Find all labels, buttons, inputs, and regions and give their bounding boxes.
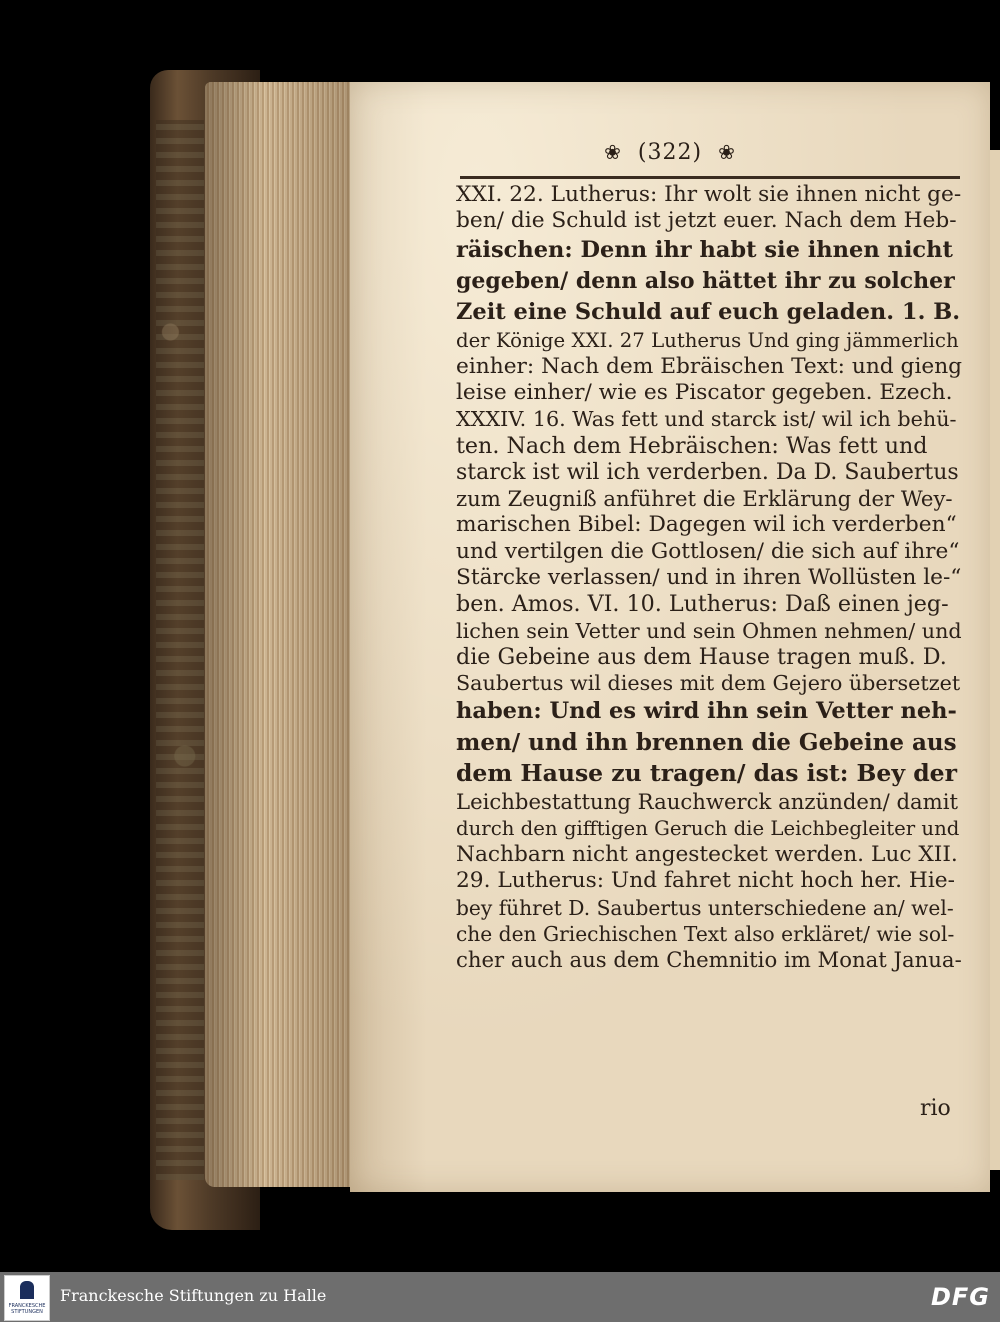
text-line: räischen: Denn ihr habt sie ihnen nicht (456, 236, 953, 263)
text-line: cher auch aus dem Chemnitio im Monat Janua- (456, 947, 962, 973)
book-page (350, 82, 990, 1192)
text-line: dem Hause zu tragen/ das ist: Bey der (456, 759, 957, 788)
body-text (456, 182, 962, 974)
text-line: Stärcke verlassen/ und in ihren Wollüsten le-“ (456, 564, 962, 590)
dfg-logo[interactable]: DFG (930, 1283, 990, 1311)
header-rule (460, 176, 960, 179)
text-line: Leichbestattung Rauchwerck anzünden/ damit (456, 789, 959, 815)
page-block-shade (205, 82, 355, 1187)
text-line: Nachbarn nicht angestecket werden. Luc XII. (456, 842, 958, 868)
text-line: 29. Lutherus: Und fahret nicht hoch her. Hie- (456, 868, 955, 894)
text-line: che den Griechischen Text also erkläret/ wie sol- (456, 921, 955, 946)
text-line: und vertilgen die Gottlosen/ die sich auf ihre“ (456, 538, 960, 564)
text-line: durch den gifftigen Geruch die Leichbegleiter und (456, 816, 960, 840)
page-header (350, 140, 990, 165)
text-line: XXI. 22. Lutherus: Ihr wolt sie ihnen nicht ge- (456, 182, 962, 207)
text-line: men/ und ihn brennen die Gebeine aus (456, 729, 957, 757)
page-number: (322) (637, 140, 703, 165)
text-line: zum Zeugniß anführet die Erklärung der Wey- (456, 486, 953, 512)
text-line: lichen sein Vetter und sein Ohmen nehmen/ und (456, 618, 962, 643)
text-line: Saubertus wil dieses mit dem Gejero übersetzet (456, 671, 961, 696)
text-line: gegeben/ denn also hättet ihr zu solcher (456, 267, 955, 294)
footer-bar (0, 1272, 1000, 1322)
text-line: Zeit eine Schuld auf euch geladen. 1. B. (456, 298, 961, 325)
text-line: ten. Nach dem Hebräischen: Was fett und (456, 432, 928, 459)
text-line: bey führet D. Saubertus unterschiedene an/ wel- (456, 895, 954, 920)
text-line: einher: Nach dem Ebräischen Text: und gieng (456, 353, 962, 379)
text-line: der Könige XXI. 27 Lutherus Und ging jämmerlich (456, 328, 959, 352)
logo-text: FRANCKESCHE STIFTUNGEN (8, 1303, 46, 1315)
building-icon (20, 1281, 34, 1299)
institution-name[interactable]: Franckesche Stiftungen zu Halle (60, 1286, 327, 1305)
text-line: leise einher/ wie es Piscator gegeben. Ezech. (456, 380, 953, 406)
ornament-left-icon: ❀ (604, 140, 622, 164)
franckesche-logo[interactable] (4, 1275, 50, 1321)
text-line: XXXIV. 16. Was fett und starck ist/ wil ich behü- (456, 407, 957, 432)
text-line: starck ist wil ich verderben. Da D. Saubertus (456, 460, 959, 486)
catchword: rio (920, 1096, 951, 1121)
text-line: marischen Bibel: Dagegen wil ich verderben“ (456, 512, 957, 538)
text-line: ben. Amos. VI. 10. Lutherus: Daß einen jeg- (456, 591, 949, 618)
text-line: die Gebeine aus dem Hause tragen muß. D. (456, 643, 947, 670)
ornament-right-icon: ❀ (718, 140, 736, 164)
cover-marbling (156, 120, 204, 1180)
text-line: haben: Und es wird ihn sein Vetter neh- (456, 698, 957, 725)
text-line: ben/ die Schuld ist jetzt euer. Nach dem Heb- (456, 208, 957, 234)
